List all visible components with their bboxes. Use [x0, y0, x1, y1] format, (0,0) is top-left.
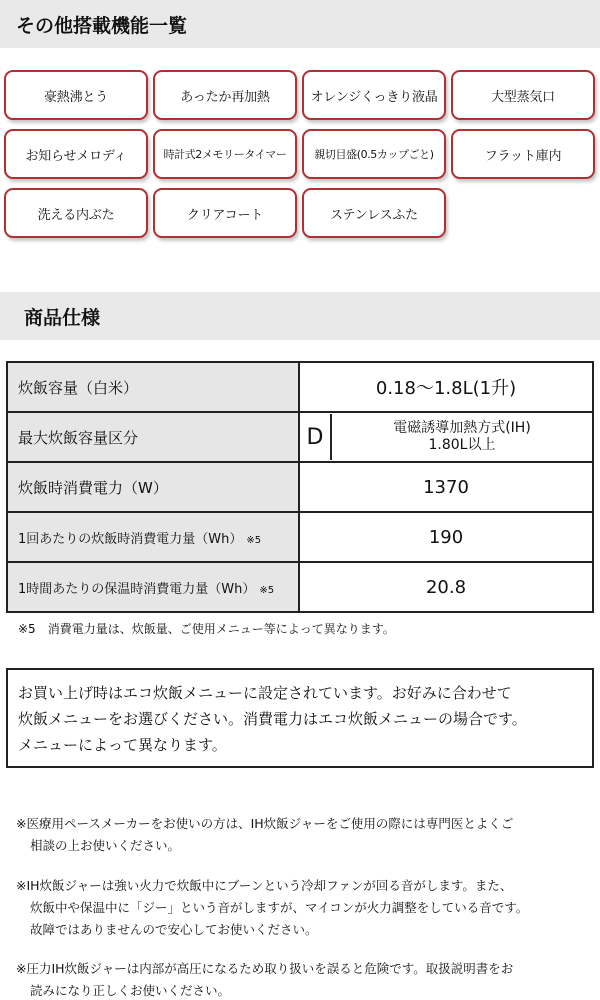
features-section-title: その他搭載機能一覧 — [0, 0, 600, 48]
spec-label-note: ※5 — [246, 534, 262, 546]
spec-label-text: 1時間あたりの保温時消費電力量（Wh） — [18, 581, 256, 597]
grade-range: 1.80L以上 — [428, 437, 496, 453]
feature-washable-lid: 洗える内ぶた — [4, 188, 148, 238]
spec-row-max-capacity-class — [7, 412, 593, 462]
spec-value: 190 — [299, 512, 593, 562]
spec-table — [6, 361, 594, 613]
feature-melody: お知らせメロディ — [4, 129, 148, 179]
caution-line: 相談の上お使いください。 — [30, 838, 181, 853]
spec-label-text: 1回あたりの炊飯時消費電力量（Wh） — [18, 531, 243, 547]
spec-label: 炊飯容量（白米） — [7, 362, 299, 412]
feature-timer: 時計式2メモリータイマー — [153, 129, 297, 179]
spec-value: 1370 — [299, 462, 593, 512]
feature-boiling: 豪熱沸とう — [4, 70, 148, 120]
caution-pressure — [16, 958, 596, 1000]
grade-letter: D — [300, 414, 332, 460]
caution-line: 読みになり正しくお使いください。 — [30, 983, 231, 998]
feature-flat-interior: フラット庫内 — [451, 129, 595, 179]
caution-fan-noise — [16, 875, 596, 941]
spec-label: 炊飯時消費電力（W） — [7, 462, 299, 512]
caution-pacemaker — [16, 813, 596, 857]
feature-large-steam-vent: 大型蒸気口 — [451, 70, 595, 120]
spec-row-power — [7, 462, 593, 512]
caution-line: 故障ではありませんので安心してお使いください。 — [30, 922, 318, 937]
eco-notice-box — [6, 668, 594, 768]
grade-description — [332, 414, 592, 460]
feature-scale: 親切目盛(0.5カップごと) — [302, 129, 446, 179]
spec-footnote: ※5 消費電力量は、炊飯量、ご使用メニュー等によって異なります。 — [18, 622, 395, 636]
spec-label-note: ※5 — [259, 584, 275, 596]
spec-value-grade — [299, 412, 593, 462]
spec-row-energy-keep-warm — [7, 562, 593, 612]
notice-line: お買い上げ時はエコ炊飯メニューに設定されています。お好みに合わせて — [18, 684, 512, 702]
spec-label — [7, 512, 299, 562]
spec-row-energy-per-cook — [7, 512, 593, 562]
feature-reheat: あったか再加熱 — [153, 70, 297, 120]
specs-section-title: 商品仕様 — [0, 292, 600, 340]
caution-line: ※圧力IH炊飯ジャーは内部が高圧になるため取り扱いを誤ると危険です。取扱説明書をお — [16, 961, 514, 976]
spec-value: 20.8 — [299, 562, 593, 612]
notice-line: メニューによって異なります。 — [18, 736, 227, 754]
feature-clear-coat: クリアコート — [153, 188, 297, 238]
caution-line: ※IH炊飯ジャーは強い火力で炊飯中にブーンという冷却ファンが回る音がします。また、 — [16, 878, 513, 893]
feature-stainless-lid: ステンレスふた — [302, 188, 446, 238]
spec-label — [7, 562, 299, 612]
grade-method: 電磁誘導加熱方式(IH) — [393, 420, 531, 436]
features-grid — [0, 0, 600, 260]
notice-line: 炊飯メニューをお選びください。消費電力はエコ炊飯メニューの場合です。 — [18, 710, 527, 728]
spec-label: 最大炊飯容量区分 — [7, 412, 299, 462]
spec-value: 0.18～1.8L(1升) — [299, 362, 593, 412]
caution-line: 炊飯中や保温中に「ジー」という音がしますが、マイコンが火力調整をしている音です。 — [30, 900, 529, 915]
spec-row-capacity — [7, 362, 593, 412]
caution-line: ※医療用ペースメーカーをお使いの方は、IH炊飯ジャーをご使用の際には専門医とよくご — [16, 816, 514, 831]
feature-orange-lcd: オレンジくっきり液晶 — [302, 70, 446, 120]
